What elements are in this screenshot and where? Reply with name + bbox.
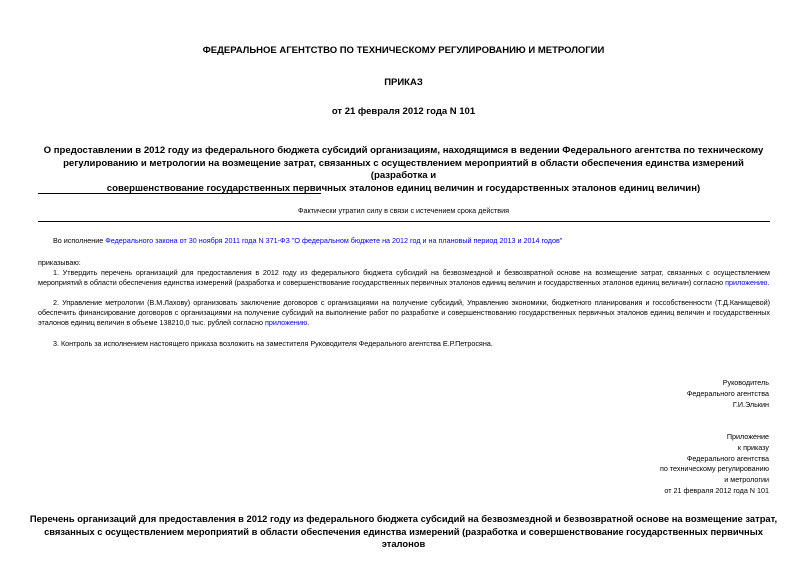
order-title-line-1: О предоставлении в 2012 году из федерального бюджета субсидий организациям, находящимся в ведении Федерального агентства по техническому xyxy=(43,145,764,156)
status-divider xyxy=(38,221,770,222)
agency-heading: ФЕДЕРАЛЬНОЕ АГЕНТСТВО ПО ТЕХНИЧЕСКОМУ РЕГУЛИРОВАНИЮ И МЕТРОЛОГИИ xyxy=(202,45,605,56)
appendix-ref-line-4: по техническому регулированию xyxy=(659,464,769,474)
appendix-ref-line-3: Федерального агентства xyxy=(686,453,769,463)
federal-law-link[interactable]: Федерального закона от 30 ноября 2011 года N 371-ФЗ "О федеральном бюджете на 2012 год и на плановый период 2013 и 2014 годов" xyxy=(105,236,563,245)
appendix-ref-line-2: к приказу xyxy=(737,442,769,452)
order-word: приказываю: xyxy=(38,258,81,267)
order-item-1-text: 1. Утвердить перечень организаций для предоставления в 2012 году из федерального бюджета субсидий на безвозмездной и безвозвратной основе на возмещение затрат, связанных с осуществлением мероприятий в области обеспечения единства измерений (разработка и совершенствование государственных первичных эталонов единиц величин и государственных эталонов единиц величин) согласно xyxy=(38,268,770,287)
order-item-2-text: 2. Управление метрологии (В.М.Лахову) организовать заключение договоров с организациями на получение субсидий, Управлению экономики, бюджетного планирования и госсобственности (Т.Д.Канищевой) обеспечить финансирование договоров с организациями на получение субсидий на выполнение работ по разработке и совершенствованию государственных первичных эталонов единиц величин и государственных эталонов единиц величин в объеме 138210,0 тыс. рублей согласно xyxy=(38,298,770,327)
order-item-3-text: 3. Контроль за исполнением настоящего приказа возложить на заместителя Руководителя Федерального агентства Е.Р.Петросяна. xyxy=(53,339,493,348)
signature-name: Г.И.Элькин xyxy=(732,399,769,409)
appendix-reference xyxy=(660,432,769,497)
preamble xyxy=(38,236,770,246)
order-date-line: от 21 февраля 2012 года N 101 xyxy=(331,106,476,117)
appendix-title-line-1: Перечень организаций для предоставления в 2012 году из федерального бюджета субсидий на безвозмездной и безвозвратной основе на возмещение затрат, xyxy=(29,513,778,524)
signature-agency: Федерального агентства xyxy=(686,388,769,398)
order-title xyxy=(34,145,773,195)
appendix-title-line-2: связанных с осуществлением мероприятий в области обеспечения единства измерений (разработка и совершенствование государственных первичных эталонов xyxy=(44,525,763,549)
title-divider xyxy=(38,193,321,194)
appendix-ref-line-5: и метрологии xyxy=(724,475,769,485)
signature-position: Руководитель xyxy=(722,378,769,387)
order-item-2 xyxy=(38,298,770,328)
order-item-1-suffix: . xyxy=(767,278,770,287)
order-item-2-suffix: . xyxy=(307,318,310,327)
appendix-title xyxy=(25,513,782,551)
document-type-heading: ПРИКАЗ xyxy=(384,77,423,88)
status-note: Фактически утратил силу в связи с истечением срока действия xyxy=(298,206,509,215)
preamble-prefix: Во исполнение xyxy=(53,236,106,245)
order-item-3 xyxy=(38,339,770,349)
appendix-ref-line-1: Приложение xyxy=(726,432,769,441)
signature-block xyxy=(687,378,769,410)
appendix-link-1[interactable]: приложению xyxy=(725,278,768,287)
order-title-line-2: регулированию и метрологии на возмещение затрат, связанных с осуществлением мероприятий в области обеспечения единства измерений (разработка и xyxy=(63,157,744,181)
order-item-1 xyxy=(38,268,770,288)
appendix-link-2[interactable]: приложению xyxy=(264,318,308,327)
order-title-line-3: совершенствование государственных первичных эталонов единиц величин и государственных эталонов единиц величин) xyxy=(106,182,701,194)
appendix-ref-line-6: от 21 февраля 2012 года N 101 xyxy=(664,485,769,495)
